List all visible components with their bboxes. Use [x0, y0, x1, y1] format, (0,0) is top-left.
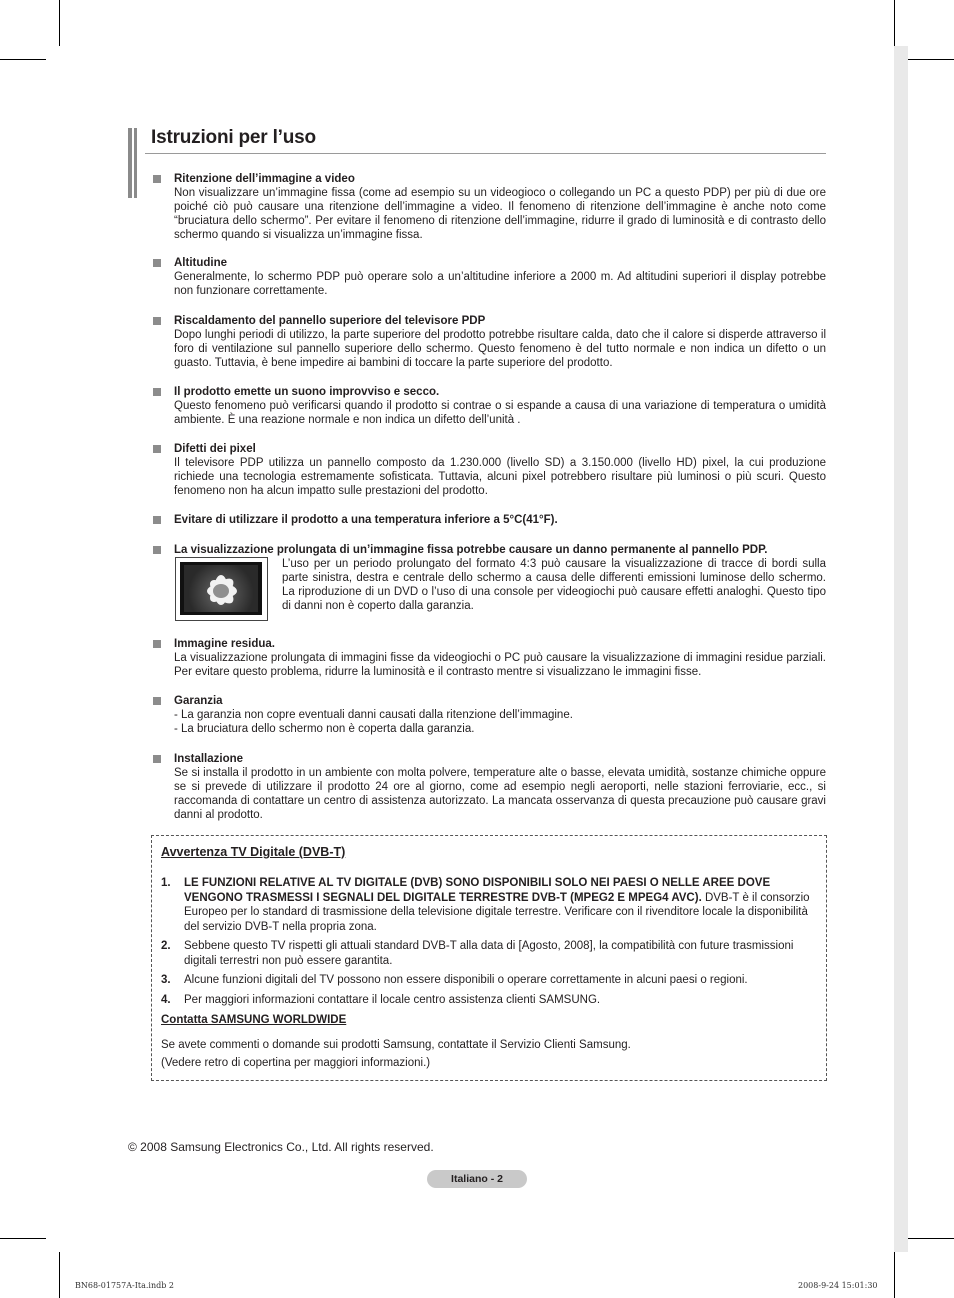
print-slug-date: 2008-9-24 15:01:30 [798, 1281, 878, 1290]
dvb-notice-box [151, 835, 827, 1081]
crop-mark [0, 59, 46, 60]
title-divider [145, 153, 826, 154]
page-title: Istruzioni per l’uso [151, 127, 316, 148]
warranty-line: - La garanzia non copre eventuali danni causati dalla ritenzione dell’immagine. [174, 709, 573, 721]
notice-list [161, 876, 811, 1012]
crop-mark [908, 59, 954, 60]
crop-mark [59, 0, 60, 46]
notice-item: 4. Per maggiori informazioni contattare il locale centro assistenza clienti SAMSUNG. [161, 993, 601, 1006]
notice-item-text: Sebbene questo TV rispetti gli attuali standard DVB-T alla data di [Agosto, 2008], la compatibilità con future trasmissioni digitali terrestri non può essere garantita. [184, 940, 794, 967]
section-heading: Immagine residua. [174, 638, 275, 650]
notice-item-bold: LE FUNZIONI RELATIVE AL TV DIGITALE (DVB) SONO DISPONIBILI SOLO NEI PAESI O NELLE AREE DOVE VENGONO TRASMESSI I SEGNALI DEL DIGITALE TERRESTRE DVB-T (MPEG2 E MPEG4 AVC). [184, 877, 771, 904]
section-heading: Garanzia [174, 695, 223, 707]
notice-item-text: Per maggiori informazioni contattare il locale centro assistenza clienti SAMSUNG. [184, 993, 601, 1006]
section-heading: Installazione [174, 753, 244, 765]
warranty-line: - La bruciatura dello schermo non è coperta dalla garanzia. [174, 723, 475, 735]
section-heading: Ritenzione dell’immagine a video [174, 173, 355, 185]
section-body: Generalmente, lo schermo PDP può operare solo a un’altitudine inferiore a 2000 m. Ad altitudini superiori il display potrebbe non funzionare correttamente. [174, 271, 826, 297]
crop-mark [59, 1252, 60, 1298]
section-body: Questo fenomeno può verificarsi quando il prodotto si contrae o si espande a causa di una variazione di temperatura o umidità ambiente. È una reazione normale e non indica un difetto dell’unità . [174, 400, 826, 426]
bullet-square-icon [153, 445, 161, 453]
section-heading: Il prodotto emette un suono improvviso e secco. [174, 386, 440, 398]
bullet-square-icon [153, 175, 161, 183]
notice-item: 2. Sebbene questo TV rispetti gli attuali standard DVB-T alla data di [Agosto, 2008], la compatibilità con future trasmissioni digitali terrestri non può essere garantita. [161, 940, 794, 967]
section-heading: Difetti dei pixel [174, 443, 256, 455]
print-slug-file: BN68-01757A-Ita.indb 2 [75, 1281, 174, 1290]
page-number-badge: Italiano - 2 [427, 1170, 527, 1188]
contact-heading: Contatta SAMSUNG WORLDWIDE [161, 1014, 347, 1026]
bullet-square-icon [153, 546, 161, 554]
bullet-square-icon [153, 755, 161, 763]
tv-screen-illustration [175, 557, 268, 621]
section-body: Dopo lunghi periodi di utilizzo, la parte superiore del prodotto potrebbe risultare calda, dato che il calore si disperde attraverso il foro di ventilazione sul pannello superiore dello schermo. Questo fenomeno è del tutto normale e non indica un difetto o un guasto. Tuttavia, è bene impedire ai bambini di toccare la parte superiore del prodotto. [174, 329, 826, 369]
contact-text: Se avete commenti o domande sui prodotti Samsung, contattate il Servizio Clienti Samsung. [161, 1039, 631, 1051]
section-body: La visualizzazione prolungata di immagini fisse da videogiochi o PC può causare la visualizzazione di immagini residue parziali. Per evitare questo problema, ridurre la luminosità e il contrasto mentre si visualizzano le immagini fisse. [174, 652, 826, 678]
bullet-square-icon [153, 640, 161, 648]
section-body: Non visualizzare un’immagine fissa (come ad esempio su un videogioco o collegando un PC a questo PDP) per più di due ore poiché ciò può causare una ritenzione dell’immagine a video. Il fenomeno di ritenzione dell’immagine è anche noto come “bruciatura dello schermo”. Per evitare il fenomeno di ritenzione dell’immagine, ridurre il grado di luminosità e di contrasto dello schermo quando si visualizza un’immagine fissa. [174, 187, 826, 241]
bullet-square-icon [153, 259, 161, 267]
crop-mark [894, 0, 895, 46]
section-body [174, 708, 826, 736]
section-body: Se si installa il prodotto in un ambiente con molta polvere, temperature alte o basse, elevata umidità, sostanze chimiche oppure se si prevede di utilizzare il prodotto 24 ore al giorno, come ad esempio negli aeroporti, nelle stazioni ferroviarie, ecc., si raccomanda di contattare un centro di assistenza autorizzato. La mancata osservanza di questa precauzione può causare gravi danni al prodotto. [174, 767, 826, 821]
crop-mark [894, 1252, 895, 1298]
section-heading: Altitudine [174, 257, 228, 269]
bullet-square-icon [153, 697, 161, 705]
page-edge-strip [894, 46, 908, 1252]
notice-item-text: DVB-T è il consorzio Europeo per lo standard di trasmissione della televisione digitale terrestre. Verificare con il rivenditore locale la disponibilità del servizio DVB-T nella propria zona. [184, 891, 810, 933]
bullet-square-icon [153, 317, 161, 325]
notice-item-text: Alcune funzioni digitali del TV possono non essere disponibili o operare correttamente in alcuni paesi o regioni. [184, 974, 748, 986]
bullet-square-icon [153, 516, 161, 524]
contact-text: (Vedere retro di copertina per maggiori informazioni.) [161, 1057, 431, 1069]
section-heading: Riscaldamento del pannello superiore del televisore PDP [174, 315, 486, 327]
notice-item: 3. Alcune funzioni digitali del TV possono non essere disponibili o operare correttamente in alcuni paesi o regioni. [161, 974, 748, 986]
crop-mark [908, 1238, 954, 1239]
section-heading: La visualizzazione prolungata di un’immagine fissa potrebbe causare un danno permanente al pannello PDP. [174, 544, 768, 556]
section-body: Il televisore PDP utilizza un pannello composto da 1.230.000 (livello SD) a 3.150.000 (livello HD) pixel, la cui produzione richiede una tecnologia estremamente sofisticata. Tuttavia, alcuni pixel potrebbero risultare più luminosi o più scuri. Questo fenomeno non ha alcun impatto sulle prestazioni del prodotto. [174, 457, 826, 497]
copyright-notice: © 2008 Samsung Electronics Co., Ltd. All rights reserved. [128, 1140, 434, 1154]
crop-mark [0, 1238, 46, 1239]
section-body: L’uso per un periodo prolungato del formato 4:3 può causare la visualizzazione di tracce di bordi sulla parte sinistra, destra e centrale dello schermo a causa delle differenti emissioni luminose dello schermo. La riproduzione di un DVD o l’uso di una console per videogiochi può causare effetti analoghi. Questo tipo di danni non è coperto dalla garanzia. [282, 558, 826, 612]
bullet-square-icon [153, 388, 161, 396]
notice-title: Avvertenza TV Digitale (DVB-T) [161, 845, 346, 859]
section-heading: Evitare di utilizzare il prodotto a una temperatura inferiore a 5°C(41°F). [174, 514, 558, 526]
notice-item: 1. LE FUNZIONI RELATIVE AL TV DIGITALE (DVB) SONO DISPONIBILI SOLO NEI PAESI O NELLE AREE DOVE VENGONO TRASMESSI I SEGNALI DEL DIGITALE TERRESTRE DVB-T (MPEG2 E MPEG4 AVC). DVB-T è il consorzio Europeo per lo standard di trasmissione della televisione digitale terrestre. Verificare con il rivenditore locale la disponibilità del servizio DVB-T nella propria zona. [161, 877, 810, 933]
